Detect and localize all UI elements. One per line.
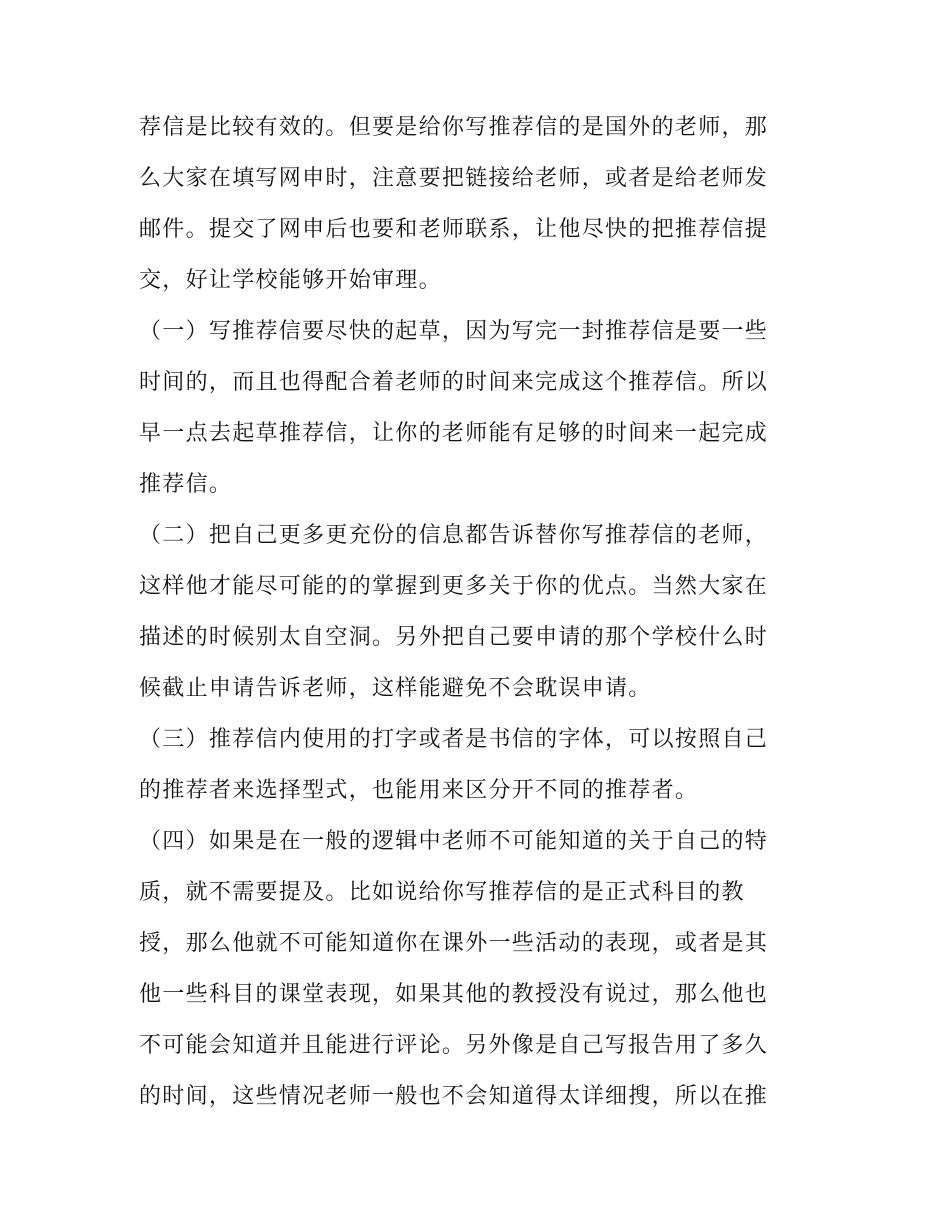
text-line: 时间的，而且也得配合着老师的时间来完成这个推荐信。所以 (139, 370, 769, 395)
text-line: 邮件。提交了网申后也要和老师联系，让他尽快的把推荐信提 (139, 217, 769, 242)
text-line: （一）写推荐信要尽快的起草，因为写完一封推荐信是要一些 (139, 319, 769, 344)
text-line: （三）推荐信内使用的打字或者是书信的字体，可以按照自己 (139, 727, 769, 752)
text-line: 这样他才能尽可能的的掌握到更多关于你的优点。当然大家在 (139, 574, 769, 599)
text-line: 不可能会知道并且能进行评论。另外像是自己写报告用了多久 (139, 1033, 769, 1058)
text-line: 描述的时候别太自空洞。另外把自己要申请的那个学校什么时 (139, 625, 769, 650)
text-line: 授，那么他就不可能知道你在课外一些活动的表现，或者是其 (139, 931, 769, 956)
text-line: 他一些科目的课堂表现，如果其他的教授没有说过，那么他也 (139, 982, 769, 1007)
text-line: 候截止申请告诉老师，这样能避免不会耽误申请。 (139, 676, 652, 701)
text-line: （二）把自己更多更充份的信息都告诉替你写推荐信的老师， (139, 523, 769, 548)
text-line: 早一点去起草推荐信，让你的老师能有足够的时间来一起完成 (139, 421, 769, 446)
text-line: 的时间，这些情况老师一般也不会知道得太详细搜，所以在推 (139, 1084, 769, 1109)
text-line: （四）如果是在一般的逻辑中老师不可能知道的关于自己的特 (139, 829, 769, 854)
text-line: 推荐信。 (139, 472, 233, 497)
text-line: 质，就不需要提及。比如说给你写推荐信的是正式科目的教 (139, 880, 745, 905)
text-line: 荐信是比较有效的。但要是给你写推荐信的是国外的老师，那 (139, 115, 769, 140)
text-line: 的推荐者来选择型式，也能用来区分开不同的推荐者。 (139, 778, 699, 803)
text-line: 么大家在填写网申时，注意要把链接给老师，或者是给老师发 (139, 166, 769, 191)
document-body (139, 102, 814, 1122)
text-line: 交，好让学校能够开始审理。 (139, 268, 442, 293)
